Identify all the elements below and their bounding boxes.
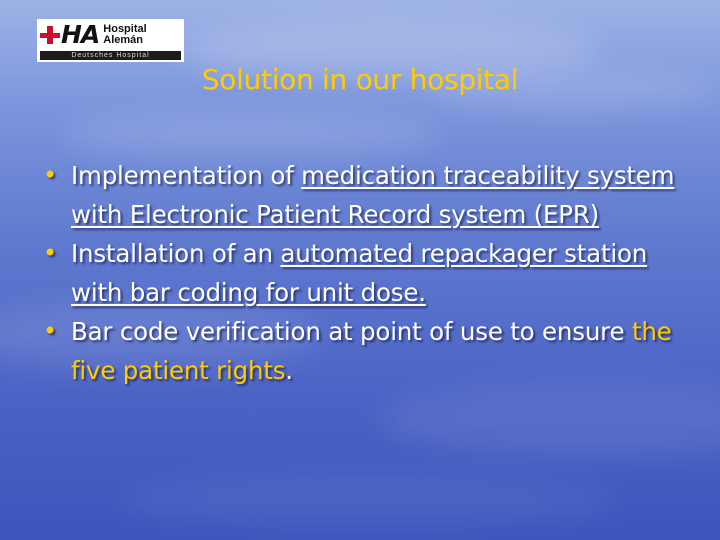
bullet-dot-icon: • [43, 161, 57, 189]
logo-name-line1: Hospital [103, 23, 147, 35]
bullet-list [43, 156, 703, 390]
background-cloud [120, 470, 620, 530]
background-cloud [60, 110, 440, 160]
logo-top [40, 21, 181, 49]
bullet-highlight-text: the five patient rights [71, 317, 672, 385]
logo-subtitle: Deutsches Hospital [40, 51, 181, 60]
logo-names [103, 24, 146, 46]
bullet-text-end: . [285, 356, 293, 385]
logo-initials: HA [61, 20, 100, 49]
slide-title: Solution in our hospital [201, 63, 519, 96]
bullet-dot-icon: • [43, 317, 57, 345]
bullet-underlined-text: medication traceability system with Electronic Patient Record system (EPR) [71, 161, 675, 229]
logo-name-line2: Alemán [103, 34, 144, 46]
bullet-item [43, 156, 703, 234]
bullet-item [43, 312, 703, 390]
bullet-text: Bar code verification at point of use to ensure [71, 317, 632, 346]
bullet-dot-icon: • [43, 239, 57, 267]
bullet-underlined-text: automated repackager station with bar coding for unit dose. [71, 239, 648, 307]
hospital-logo [37, 19, 184, 62]
logo-mark [40, 22, 99, 48]
background-cloud [380, 380, 720, 460]
bullet-item [43, 234, 703, 312]
bullet-text: Implementation of [71, 161, 302, 190]
red-cross-icon [40, 25, 60, 45]
bullet-text: Installation of an [71, 239, 281, 268]
